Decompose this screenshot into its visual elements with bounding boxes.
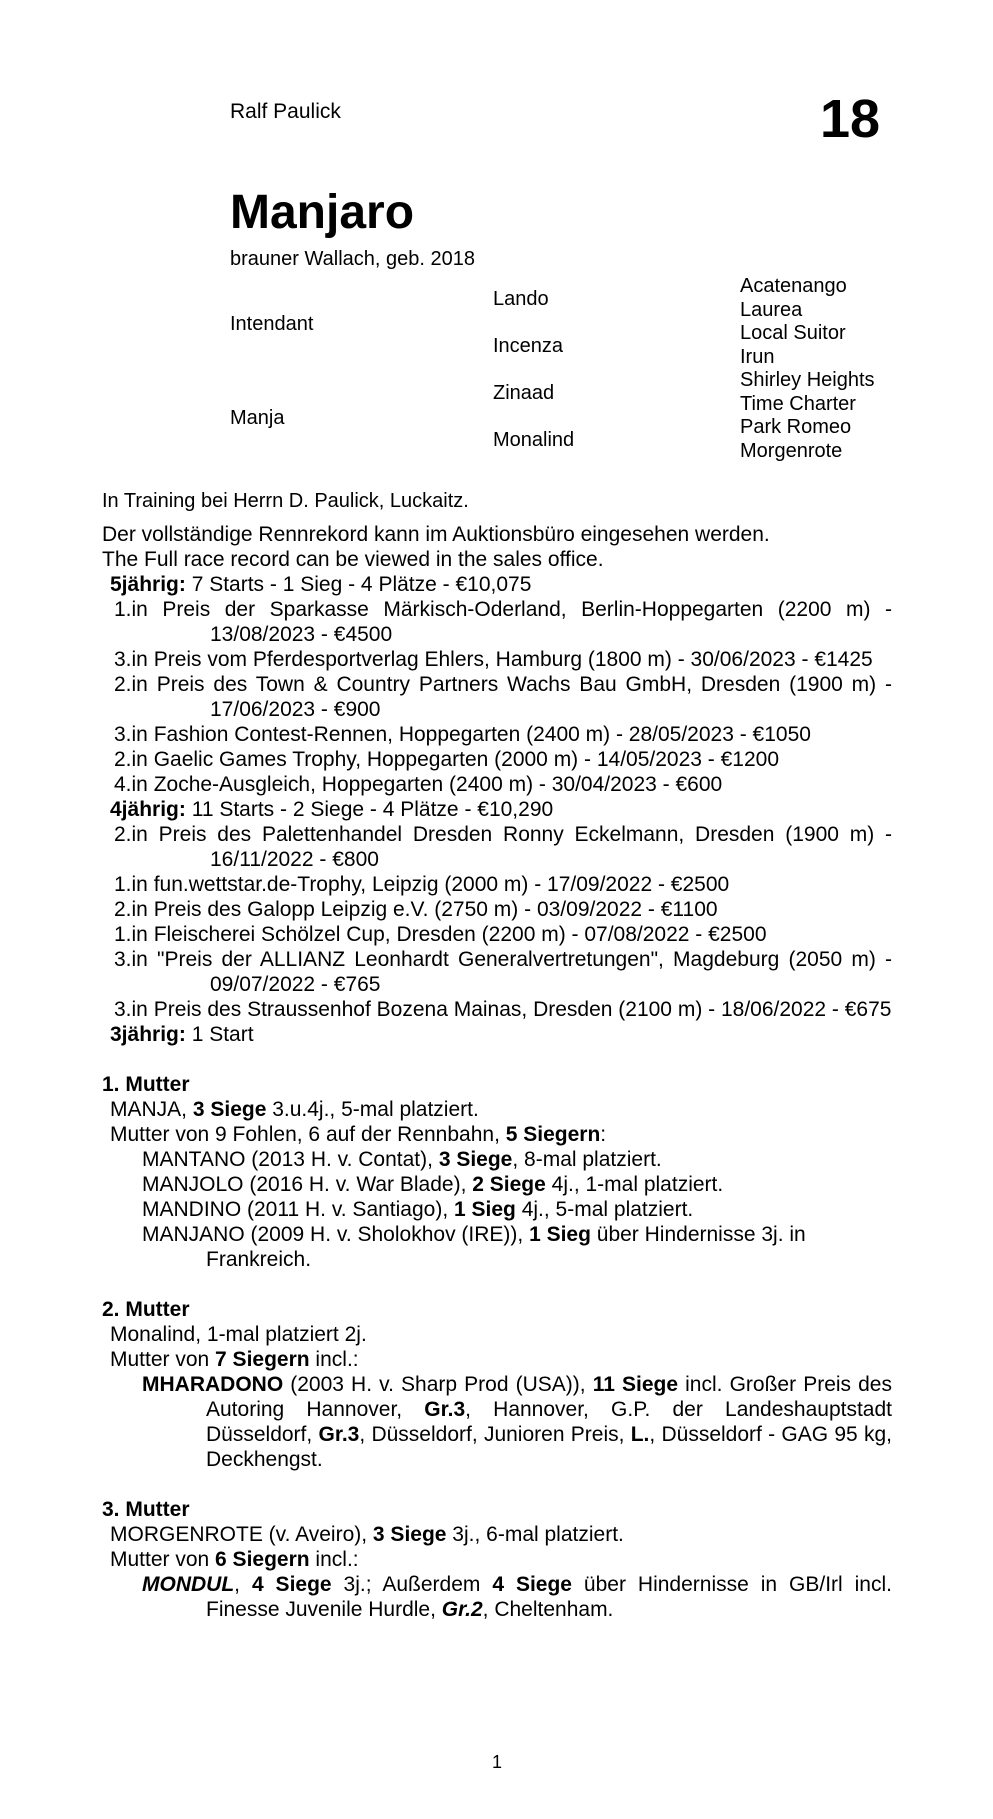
second-dam-produce: Mutter von 7 Siegern incl.:	[110, 1348, 359, 1371]
produce-item: MONDUL, 4 Siege 3j.; Außerdem 4 Siege über Hindernisse in GB/Irl incl. Finesse Juvenile Hurdle, Gr.2, Cheltenham.	[142, 1573, 892, 1621]
pedigree-sire-dam: Incenza	[493, 335, 564, 357]
season-3yo: 3jährig: 1 Start	[110, 1023, 254, 1046]
pedigree-g3: Irun	[740, 346, 775, 368]
pedigree-dam: Manja	[230, 407, 285, 429]
produce-item: MHARADONO (2003 H. v. Sharp Prod (USA)), 11 Siege incl. Großer Preis des Autoring Hannover, Gr.3, Hannover, G.P. der Landeshauptstadt Düsseldorf, Gr.3, Düsseldorf, Junioren Preis, L., Düsseldorf - GAG 95 kg, Deckhengst.	[142, 1373, 892, 1471]
race-result: 3.in Preis vom Pferdesportverlag Ehlers, Hamburg (1800 m) - 30/06/2023 - €1425	[114, 648, 873, 671]
first-dam-line: MANJA, 3 Siege 3.u.4j., 5-mal platziert.	[110, 1098, 479, 1121]
produce-item: MANJOLO (2016 H. v. War Blade), 2 Siege 4j., 1-mal platziert.	[142, 1173, 724, 1196]
pedigree-g3: Acatenango	[740, 275, 847, 297]
first-dam-produce: Mutter von 9 Fohlen, 6 auf der Rennbahn, 5 Siegern:	[110, 1123, 607, 1146]
race-result: 3.in "Preis der ALLIANZ Leonhardt Generalvertretungen", Magdeburg (2050 m) - 09/07/2022 - €765	[114, 948, 892, 996]
race-result: 1.in fun.wettstar.de-Trophy, Leipzig (2000 m) - 17/09/2022 - €2500	[114, 873, 730, 896]
horse-name: Manjaro	[230, 186, 415, 239]
race-result: 3.in Preis des Straussenhof Bozena Mainas, Dresden (2100 m) - 18/06/2022 - €675	[114, 998, 892, 1021]
training-note: In Training bei Herrn D. Paulick, Luckaitz.	[102, 490, 469, 512]
season-5yo: 5jährig: 7 Starts - 1 Sieg - 4 Plätze - €10,075	[110, 573, 532, 596]
race-result: 2.in Gaelic Games Trophy, Hoppegarten (2000 m) - 14/05/2023 - €1200	[114, 748, 779, 771]
produce-item: MANTANO (2013 H. v. Contat), 3 Siege, 8-mal platziert.	[142, 1148, 662, 1171]
third-dam-heading: 3. Mutter	[102, 1498, 190, 1521]
page-number: 1	[492, 1752, 503, 1772]
produce-item: MANDINO (2011 H. v. Santiago), 1 Sieg 4j., 5-mal platziert.	[142, 1198, 694, 1221]
race-result: 1.in Preis der Sparkasse Märkisch-Oderland, Berlin-Hoppegarten (2200 m) - 13/08/2023 - €4500	[114, 598, 892, 646]
pedigree-dam-dam: Monalind	[493, 429, 575, 451]
race-result: 2.in Preis des Galopp Leipzig e.V. (2750 m) - 03/09/2022 - €1100	[114, 898, 718, 921]
race-result: 2.in Preis des Palettenhandel Dresden Ronny Eckelmann, Dresden (1900 m) - 16/11/2022 - €800	[114, 823, 892, 871]
pedigree-sire: Intendant	[230, 313, 314, 335]
season-4yo: 4jährig: 11 Starts - 2 Siege - 4 Plätze - €10,290	[110, 798, 554, 821]
horse-description: brauner Wallach, geb. 2018	[230, 248, 475, 270]
third-dam-line: MORGENROTE (v. Aveiro), 3 Siege 3j., 6-mal platziert.	[110, 1523, 624, 1546]
produce-item: MANJANO (2009 H. v. Sholokhov (IRE)), 1 Sieg über Hindernisse 3j. in Frankreich.	[142, 1223, 806, 1271]
second-dam-line: Monalind, 1-mal platziert 2j.	[110, 1323, 367, 1346]
pedigree-g3: Local Suitor	[740, 322, 846, 344]
pedigree-g3: Morgenrote	[740, 440, 843, 462]
record-note-en: The Full race record can be viewed in the sales office.	[102, 548, 604, 571]
second-dam-heading: 2. Mutter	[102, 1298, 190, 1321]
pedigree-dam-sire: Zinaad	[493, 382, 555, 404]
pedigree-g3: Park Romeo	[740, 416, 852, 438]
race-result: 4.in Zoche-Ausgleich, Hoppegarten (2400 m) - 30/04/2023 - €600	[114, 773, 723, 796]
race-result: 1.in Fleischerei Schölzel Cup, Dresden (2200 m) - 07/08/2022 - €2500	[114, 923, 767, 946]
race-result: 2.in Preis des Town & Country Partners Wachs Bau GmbH, Dresden (1900 m) - 17/06/2023 - €900	[114, 673, 892, 721]
race-result: 3.in Fashion Contest-Rennen, Hoppegarten (2400 m) - 28/05/2023 - €1050	[114, 723, 811, 746]
pedigree-sire-sire: Lando	[493, 288, 549, 310]
third-dam-produce: Mutter von 6 Siegern incl.:	[110, 1548, 359, 1571]
lot-number: 18	[820, 89, 881, 149]
record-note-de: Der vollständige Rennrekord kann im Auktionsbüro eingesehen werden.	[102, 523, 770, 546]
catalogue-body	[102, 522, 892, 1622]
pedigree-g3: Time Charter	[740, 393, 856, 415]
pedigree-g3: Shirley Heights	[740, 369, 875, 391]
consignor: Ralf Paulick	[230, 100, 341, 123]
pedigree-g3: Laurea	[740, 299, 803, 321]
first-dam-heading: 1. Mutter	[102, 1073, 190, 1096]
